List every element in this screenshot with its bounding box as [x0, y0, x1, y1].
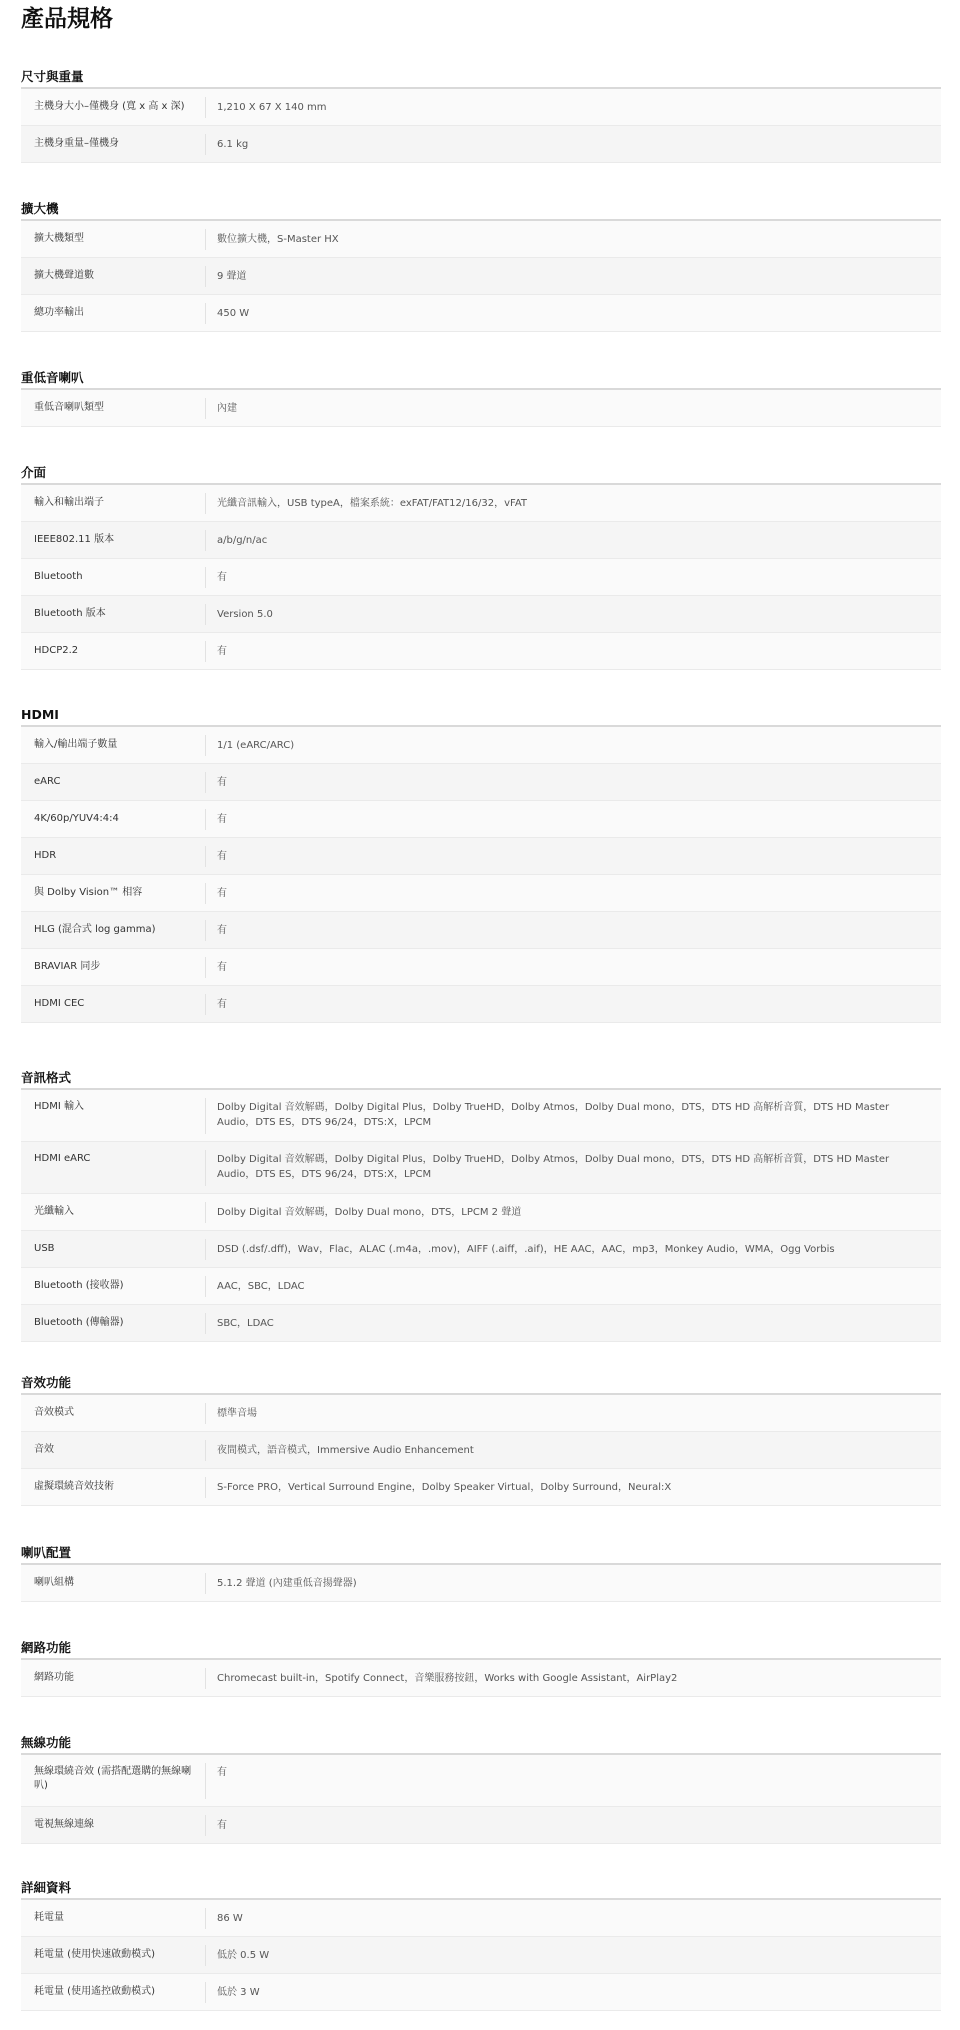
spec-label: 無線環繞音效 (需搭配選購的無線喇叭) — [34, 1766, 192, 1791]
spec-row — [21, 1231, 941, 1268]
spec-value: 1,210 X 67 X 140 mm — [217, 102, 327, 113]
spec-row — [21, 633, 941, 670]
column-divider — [205, 1276, 206, 1297]
column-divider — [205, 1945, 206, 1966]
spec-label: 音效模式 — [34, 1407, 74, 1418]
section-title: 尺寸與重量 — [21, 69, 84, 84]
spec-value: 有 — [217, 814, 227, 825]
spec-table — [21, 1090, 941, 1342]
spec-label: 主機身重量–僅機身 — [34, 138, 119, 149]
spec-label: 4K/60p/YUV4:4:4 — [34, 813, 119, 824]
spec-value: 低於 3 W — [217, 1987, 260, 1998]
spec-value: 450 W — [217, 308, 250, 319]
spec-value: 光纖音訊輸入，USB typeA，檔案系統：exFAT/FAT12/16/32，vFAT — [217, 498, 527, 509]
spec-value: 6.1 kg — [217, 139, 249, 150]
spec-row — [21, 485, 941, 522]
spec-table — [21, 221, 941, 332]
column-divider — [205, 772, 206, 793]
spec-row — [21, 838, 941, 875]
spec-label: 主機身大小–僅機身 (寬 x 高 x 深) — [34, 101, 185, 112]
spec-label: HDR — [34, 850, 57, 861]
column-divider — [205, 134, 206, 155]
column-divider — [205, 604, 206, 625]
spec-row — [21, 875, 941, 912]
spec-row — [21, 221, 941, 258]
spec-value: Dolby Digital 音效解碼，Dolby Digital Plus，Dolby TrueHD，Dolby Atmos，Dolby Dual mono，DTS，DTS HD 高解析音質，DTS HD Master Audio，DTS ES，DTS 96/24，DTS:X，LPCM — [217, 1102, 890, 1128]
spec-row — [21, 1194, 941, 1231]
spec-table — [21, 1755, 941, 1844]
spec-label: Bluetooth (傳輸器) — [34, 1317, 124, 1328]
spec-table — [21, 1565, 941, 1602]
spec-row — [21, 559, 941, 596]
spec-label: HDMI 輸入 — [34, 1101, 84, 1112]
spec-label: eARC — [34, 776, 61, 787]
column-divider — [205, 735, 206, 756]
spec-value: 標準音場 — [217, 1408, 257, 1419]
spec-value: Chromecast built-in，Spotify Connect，音樂服務按鈕，Works with Google Assistant，AirPlay2 — [217, 1673, 678, 1684]
spec-row — [21, 126, 941, 163]
column-divider — [205, 1098, 206, 1134]
section-title: 無線功能 — [21, 1735, 72, 1750]
column-divider — [205, 1313, 206, 1334]
spec-value: AAC，SBC，LDAC — [217, 1281, 305, 1292]
spec-value: DSD (.dsf/.dff)，Wav，Flac，ALAC (.m4a，.mov)，AIFF (.aiff，.aif)，HE AAC，AAC，mp3，Monkey Audio，WMA，Ogg Vorbis — [217, 1244, 835, 1255]
spec-label: 喇叭組構 — [34, 1577, 74, 1588]
section-title: 喇叭配置 — [21, 1545, 72, 1560]
spec-row — [21, 390, 941, 427]
column-divider — [205, 1763, 206, 1799]
spec-label: 光纖輸入 — [34, 1206, 74, 1217]
spec-value: Dolby Digital 音效解碼，Dolby Digital Plus，Dolby TrueHD，Dolby Atmos，Dolby Dual mono，DTS，DTS HD 高解析音質，DTS HD Master Audio，DTS ES，DTS 96/24，DTS:X，LPCM — [217, 1154, 890, 1180]
spec-row — [21, 764, 941, 801]
spec-row — [21, 1937, 941, 1974]
spec-label: 耗電量 — [34, 1912, 64, 1923]
spec-label: Bluetooth — [34, 571, 83, 582]
spec-label: Bluetooth 版本 — [34, 608, 106, 619]
spec-label: HDCP2.2 — [34, 645, 79, 656]
spec-label: Bluetooth (接收器) — [34, 1280, 124, 1291]
spec-label: HDMI CEC — [34, 998, 85, 1009]
spec-table — [21, 1660, 941, 1697]
spec-label: 輸入和輸出端子 — [34, 497, 104, 508]
spec-label: BRAVIAR 同步 — [34, 961, 101, 972]
column-divider — [205, 266, 206, 287]
spec-value: 夜間模式，語音模式，Immersive Audio Enhancement — [217, 1445, 474, 1456]
spec-row — [21, 949, 941, 986]
spec-row — [21, 1974, 941, 2011]
spec-value: 有 — [217, 572, 227, 583]
section-title: 音效功能 — [21, 1375, 72, 1390]
spec-value: Dolby Digital 音效解碼，Dolby Dual mono，DTS，LPCM 2 聲道 — [217, 1207, 522, 1218]
spec-label: 重低音喇叭類型 — [34, 402, 104, 413]
spec-value: SBC，LDAC — [217, 1318, 274, 1329]
spec-label: HDMI eARC — [34, 1153, 91, 1164]
column-divider — [205, 920, 206, 941]
column-divider — [205, 957, 206, 978]
spec-table — [21, 485, 941, 670]
column-divider — [205, 1573, 206, 1594]
spec-value: 86 W — [217, 1913, 243, 1924]
column-divider — [205, 1908, 206, 1929]
spec-value: 有 — [217, 999, 227, 1010]
spec-table — [21, 727, 941, 1023]
spec-value: a/b/g/n/ac — [217, 535, 268, 546]
spec-row — [21, 1090, 941, 1142]
spec-value: 1/1 (eARC/ARC) — [217, 740, 295, 751]
column-divider — [205, 1202, 206, 1223]
spec-row — [21, 986, 941, 1023]
spec-value: 有 — [217, 1767, 227, 1778]
section-title: 擴大機 — [21, 201, 59, 216]
spec-row — [21, 1755, 941, 1807]
spec-row — [21, 522, 941, 559]
spec-label: 虛擬環繞音效技術 — [34, 1481, 114, 1492]
spec-row — [21, 1268, 941, 1305]
column-divider — [205, 994, 206, 1015]
spec-label: 總功率輸出 — [34, 307, 84, 318]
column-divider — [205, 883, 206, 904]
spec-label: 耗電量 (使用快速啟動模式) — [34, 1949, 155, 1960]
spec-label: 耗電量 (使用遙控啟動模式) — [34, 1986, 155, 1997]
spec-row — [21, 596, 941, 633]
spec-row — [21, 727, 941, 764]
column-divider — [205, 1440, 206, 1461]
spec-row — [21, 1565, 941, 1602]
spec-value: S-Force PRO，Vertical Surround Engine，Dolby Speaker Virtual，Dolby Surround，Neural:X — [217, 1482, 672, 1493]
column-divider — [205, 567, 206, 588]
column-divider — [205, 641, 206, 662]
column-divider — [205, 1982, 206, 2003]
column-divider — [205, 493, 206, 514]
section-title: 音訊格式 — [21, 1070, 72, 1085]
spec-row — [21, 1900, 941, 1937]
spec-row — [21, 1432, 941, 1469]
column-divider — [205, 1150, 206, 1186]
column-divider — [205, 229, 206, 250]
spec-value: 內建 — [217, 403, 237, 414]
column-divider — [205, 1477, 206, 1498]
spec-label: USB — [34, 1243, 55, 1254]
section-title: 介面 — [21, 465, 47, 480]
spec-value: 9 聲道 — [217, 271, 247, 282]
spec-row — [21, 89, 941, 126]
spec-value: 有 — [217, 888, 227, 899]
spec-label: 音效 — [34, 1444, 54, 1455]
spec-label: IEEE802.11 版本 — [34, 534, 115, 545]
column-divider — [205, 97, 206, 118]
spec-row — [21, 1660, 941, 1697]
spec-value: 有 — [217, 1820, 227, 1831]
spec-value: 數位擴大機，S-Master HX — [217, 234, 339, 245]
spec-row — [21, 1395, 941, 1432]
section-title: 重低音喇叭 — [21, 370, 84, 385]
spec-value: Version 5.0 — [217, 609, 273, 620]
spec-value: 有 — [217, 646, 227, 657]
spec-row — [21, 801, 941, 838]
spec-row — [21, 1142, 941, 1194]
section-title: 詳細資料 — [21, 1880, 72, 1895]
column-divider — [205, 1403, 206, 1424]
spec-label: HLG (混合式 log gamma) — [34, 924, 156, 935]
column-divider — [205, 1815, 206, 1836]
column-divider — [205, 303, 206, 324]
spec-label: 輸入/輸出端子數量 — [34, 739, 118, 750]
spec-value: 有 — [217, 925, 227, 936]
spec-row — [21, 295, 941, 332]
spec-row — [21, 1807, 941, 1844]
spec-table — [21, 89, 941, 163]
spec-value: 有 — [217, 777, 227, 788]
spec-table — [21, 1900, 941, 2011]
spec-row — [21, 1305, 941, 1342]
column-divider — [205, 530, 206, 551]
spec-value: 低於 0.5 W — [217, 1950, 270, 1961]
spec-row — [21, 912, 941, 949]
spec-label: 網路功能 — [34, 1672, 74, 1683]
spec-label: 電視無線連線 — [34, 1819, 94, 1830]
page-title: 產品規格 — [21, 6, 113, 32]
spec-value: 有 — [217, 851, 227, 862]
spec-label: 與 Dolby Vision™ 相容 — [34, 887, 143, 898]
spec-value: 有 — [217, 962, 227, 973]
spec-row — [21, 1469, 941, 1506]
section-title: 網路功能 — [21, 1640, 72, 1655]
column-divider — [205, 398, 206, 419]
spec-table — [21, 1395, 941, 1506]
spec-row — [21, 258, 941, 295]
column-divider — [205, 809, 206, 830]
spec-label: 擴大機聲道數 — [34, 270, 94, 281]
column-divider — [205, 1668, 206, 1689]
section-title: HDMI — [21, 707, 59, 722]
spec-label: 擴大機類型 — [34, 233, 84, 244]
spec-value: 5.1.2 聲道 (內建重低音揚聲器) — [217, 1578, 357, 1589]
column-divider — [205, 1239, 206, 1260]
column-divider — [205, 846, 206, 867]
spec-table — [21, 390, 941, 427]
